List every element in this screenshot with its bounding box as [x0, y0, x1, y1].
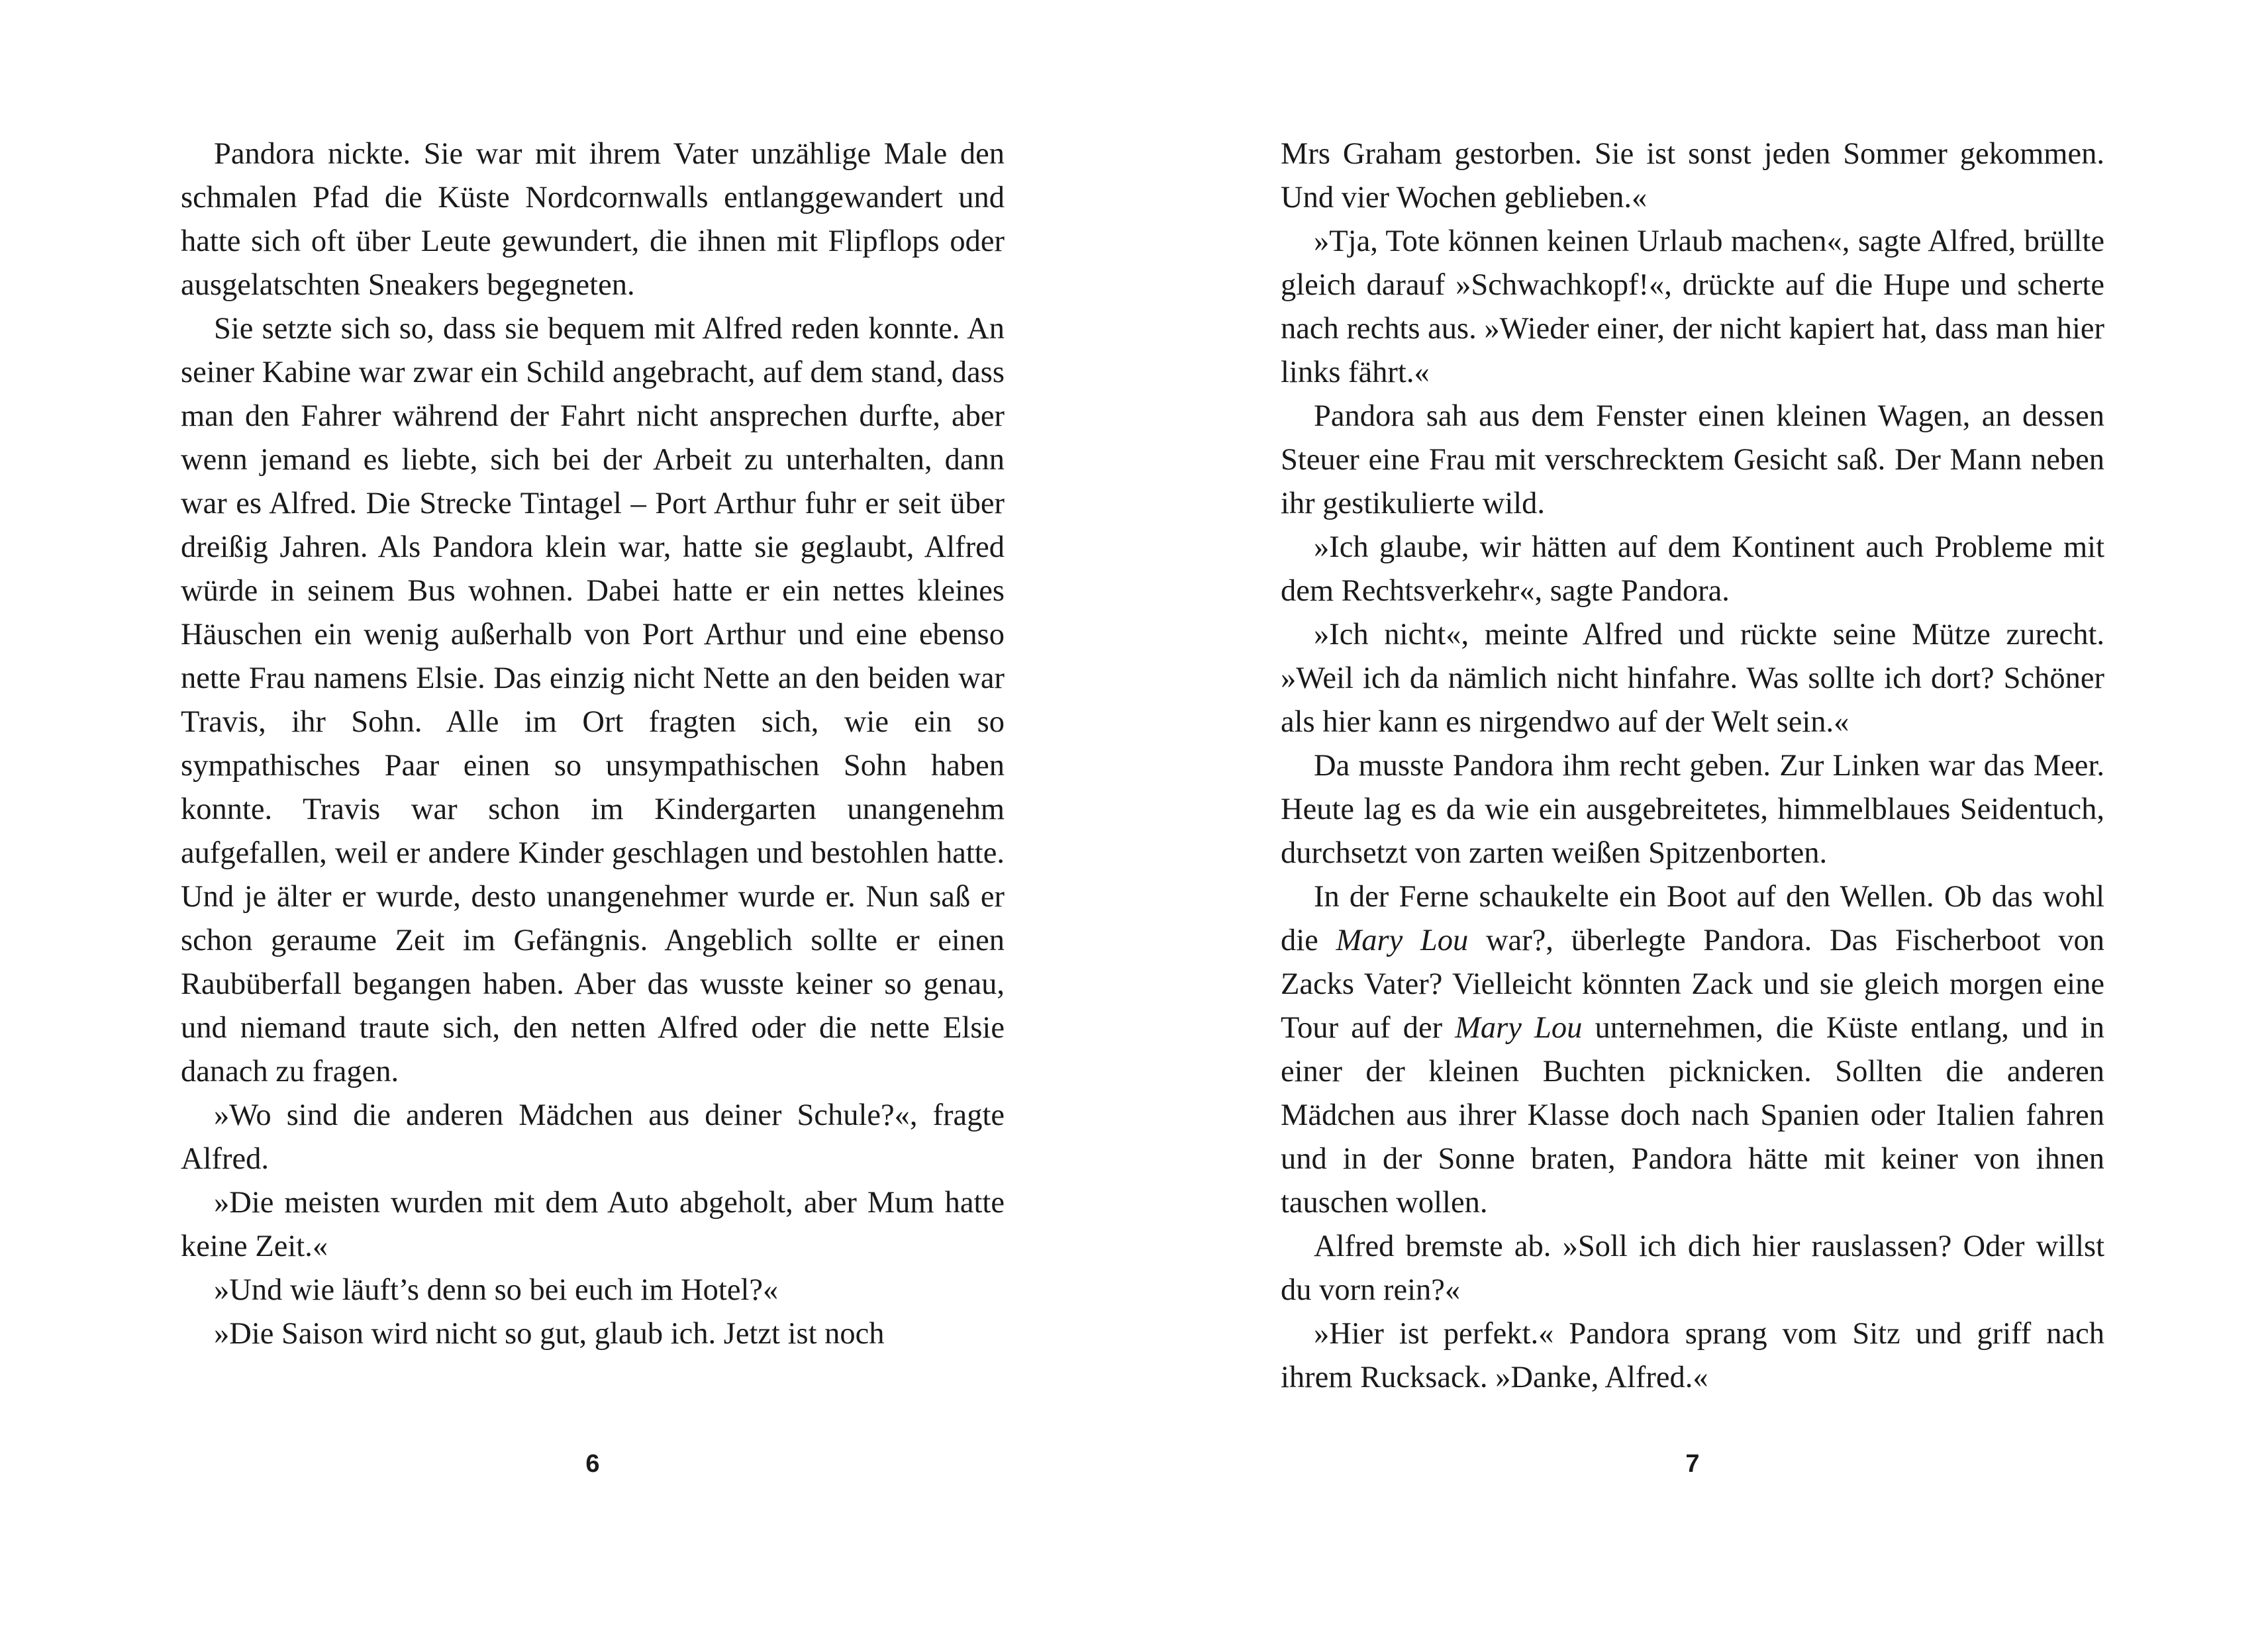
- text-run: »Hier ist perfekt.« Pandora sprang vom Sitz und griff nach ihrem Rucksack. »Danke, Alfred.«: [1281, 1317, 2104, 1394]
- text-run: »Tja, Tote können keinen Urlaub machen«, sagte Alfred, brüllte gleich darauf »Schwachkopf!«, drückte auf die Hupe und scherte nach rechts aus. »Wieder einer, der nicht kapiert hat, dass man hier links fährt.«: [1281, 224, 2104, 389]
- text-run: unternehmen, die Küste entlang, und in einer der kleinen Buchten picknicken. Sollten die anderen Mädchen aus ihrer Klasse doch nach Spanien oder Italien fahren und in der Sonne braten, Pandora hätte mit keiner von ihnen tauschen wollen.: [1281, 1011, 2104, 1220]
- paragraph: [181, 1094, 1005, 1181]
- paragraph: [1281, 132, 2104, 220]
- paragraph: [181, 132, 1005, 307]
- left-page: [181, 132, 1005, 1356]
- paragraph: [1281, 1225, 2104, 1312]
- italic-text: Mary Lou: [1455, 1011, 1583, 1045]
- paragraph: [1281, 220, 2104, 395]
- italic-text: Mary Lou: [1336, 924, 1469, 957]
- paragraph: [1281, 1312, 2104, 1400]
- text-run: Mrs Graham gestorben. Sie ist sonst jeden Sommer gekommen. Und vier Wochen geblieben.«: [1281, 137, 2104, 215]
- text-run: »Ich glaube, wir hätten auf dem Kontinent auch Probleme mit dem Rechtsverkehr«, sagte Pandora.: [1281, 530, 2104, 608]
- text-run: »Die meisten wurden mit dem Auto abgeholt, aber Mum hatte keine Zeit.«: [181, 1186, 1005, 1263]
- paragraph: [181, 1269, 1005, 1312]
- text-run: Pandora sah aus dem Fenster einen kleinen Wagen, an dessen Steuer eine Frau mit verschrecktem Gesicht saß. Der Mann neben ihr gestikulierte wild.: [1281, 399, 2104, 520]
- text-run: Alfred bremste ab. »Soll ich dich hier rauslassen? Oder willst du vorn rein?«: [1281, 1230, 2104, 1307]
- text-run: »Und wie läuft’s denn so bei euch im Hotel?«: [214, 1273, 779, 1307]
- paragraph: [181, 307, 1005, 1094]
- right-page-text: [1281, 132, 2104, 1400]
- text-run: »Wo sind die anderen Mädchen aus deiner Schule?«, fragte Alfred.: [181, 1098, 1005, 1176]
- paragraph: [1281, 526, 2104, 613]
- paragraph: [1281, 395, 2104, 526]
- text-run: Sie setzte sich so, dass sie bequem mit Alfred reden konnte. An seiner Kabine war zwar ein Schild angebracht, auf dem stand, dass man den Fahrer während der Fahrt nicht ansprechen durfte, aber wenn jemand es liebte, sich bei der Arbeit zu unterhalten, dann war es Alfred. Die Strecke Tintagel – Port Arthur fuhr er seit über dreißig Jahren. Als Pandora klein war, hatte sie geglaubt, Alfred würde in seinem Bus wohnen. Dabei hatte er ein nettes kleines Häuschen ein wenig außerhalb von Port Arthur und eine ebenso nette Frau namens Elsie. Das einzig nicht Nette an den beiden war Travis, ihr Sohn. Alle im Ort fragten sich, wie ein so sympathisches Paar einen so unsympathischen Sohn haben konnte. Travis war schon im Kindergarten unangenehm aufgefallen, weil er andere Kinder geschlagen und bestohlen hatte. Und je älter er wurde, desto unangenehmer wurde er. Nun saß er schon geraume Zeit im Gefängnis. Angeblich sollte er einen Raubüberfall begangen haben. Aber das wusste keiner so genau, und niemand traute sich, den netten Alfred oder die nette Elsie danach zu fragen.: [181, 312, 1005, 1088]
- paragraph: [181, 1312, 1005, 1356]
- text-run: war?, überlegte Pandora. Das Fischerboot von Zacks Vater? Vielleicht könnten Zack und sie gleich morgen eine Tour auf der: [1281, 924, 2104, 1045]
- paragraph: [181, 1181, 1005, 1269]
- paragraph: [1281, 875, 2104, 1225]
- page-number-left: 6: [585, 1450, 600, 1478]
- paragraph: [1281, 613, 2104, 744]
- right-page: [1281, 132, 2104, 1400]
- text-run: Pandora nickte. Sie war mit ihrem Vater unzählige Male den schmalen Pfad die Küste Nordcornwalls entlanggewandert und hatte sich oft über Leute gewundert, die ihnen mit Flipflops oder ausgelatschten Sneakers begegneten.: [181, 137, 1005, 302]
- left-page-text: [181, 132, 1005, 1356]
- paragraph: [1281, 744, 2104, 875]
- text-run: »Ich nicht«, meinte Alfred und rückte seine Mütze zurecht. »Weil ich da nämlich nicht hinfahre. Was sollte ich dort? Schöner als hier kann es nirgendwo auf der Welt sein.«: [1281, 618, 2104, 739]
- text-run: In der Ferne schaukelte ein Boot auf den Wellen. Ob das wohl die: [1281, 880, 2104, 957]
- page-number-right: 7: [1685, 1450, 1700, 1478]
- text-run: Da musste Pandora ihm recht geben. Zur Linken war das Meer. Heute lag es da wie ein ausgebreitetes, himmelblaues Seidentuch, durchsetzt von zarten weißen Spitzenborten.: [1281, 749, 2104, 870]
- text-run: »Die Saison wird nicht so gut, glaub ich. Jetzt ist noch: [214, 1317, 885, 1351]
